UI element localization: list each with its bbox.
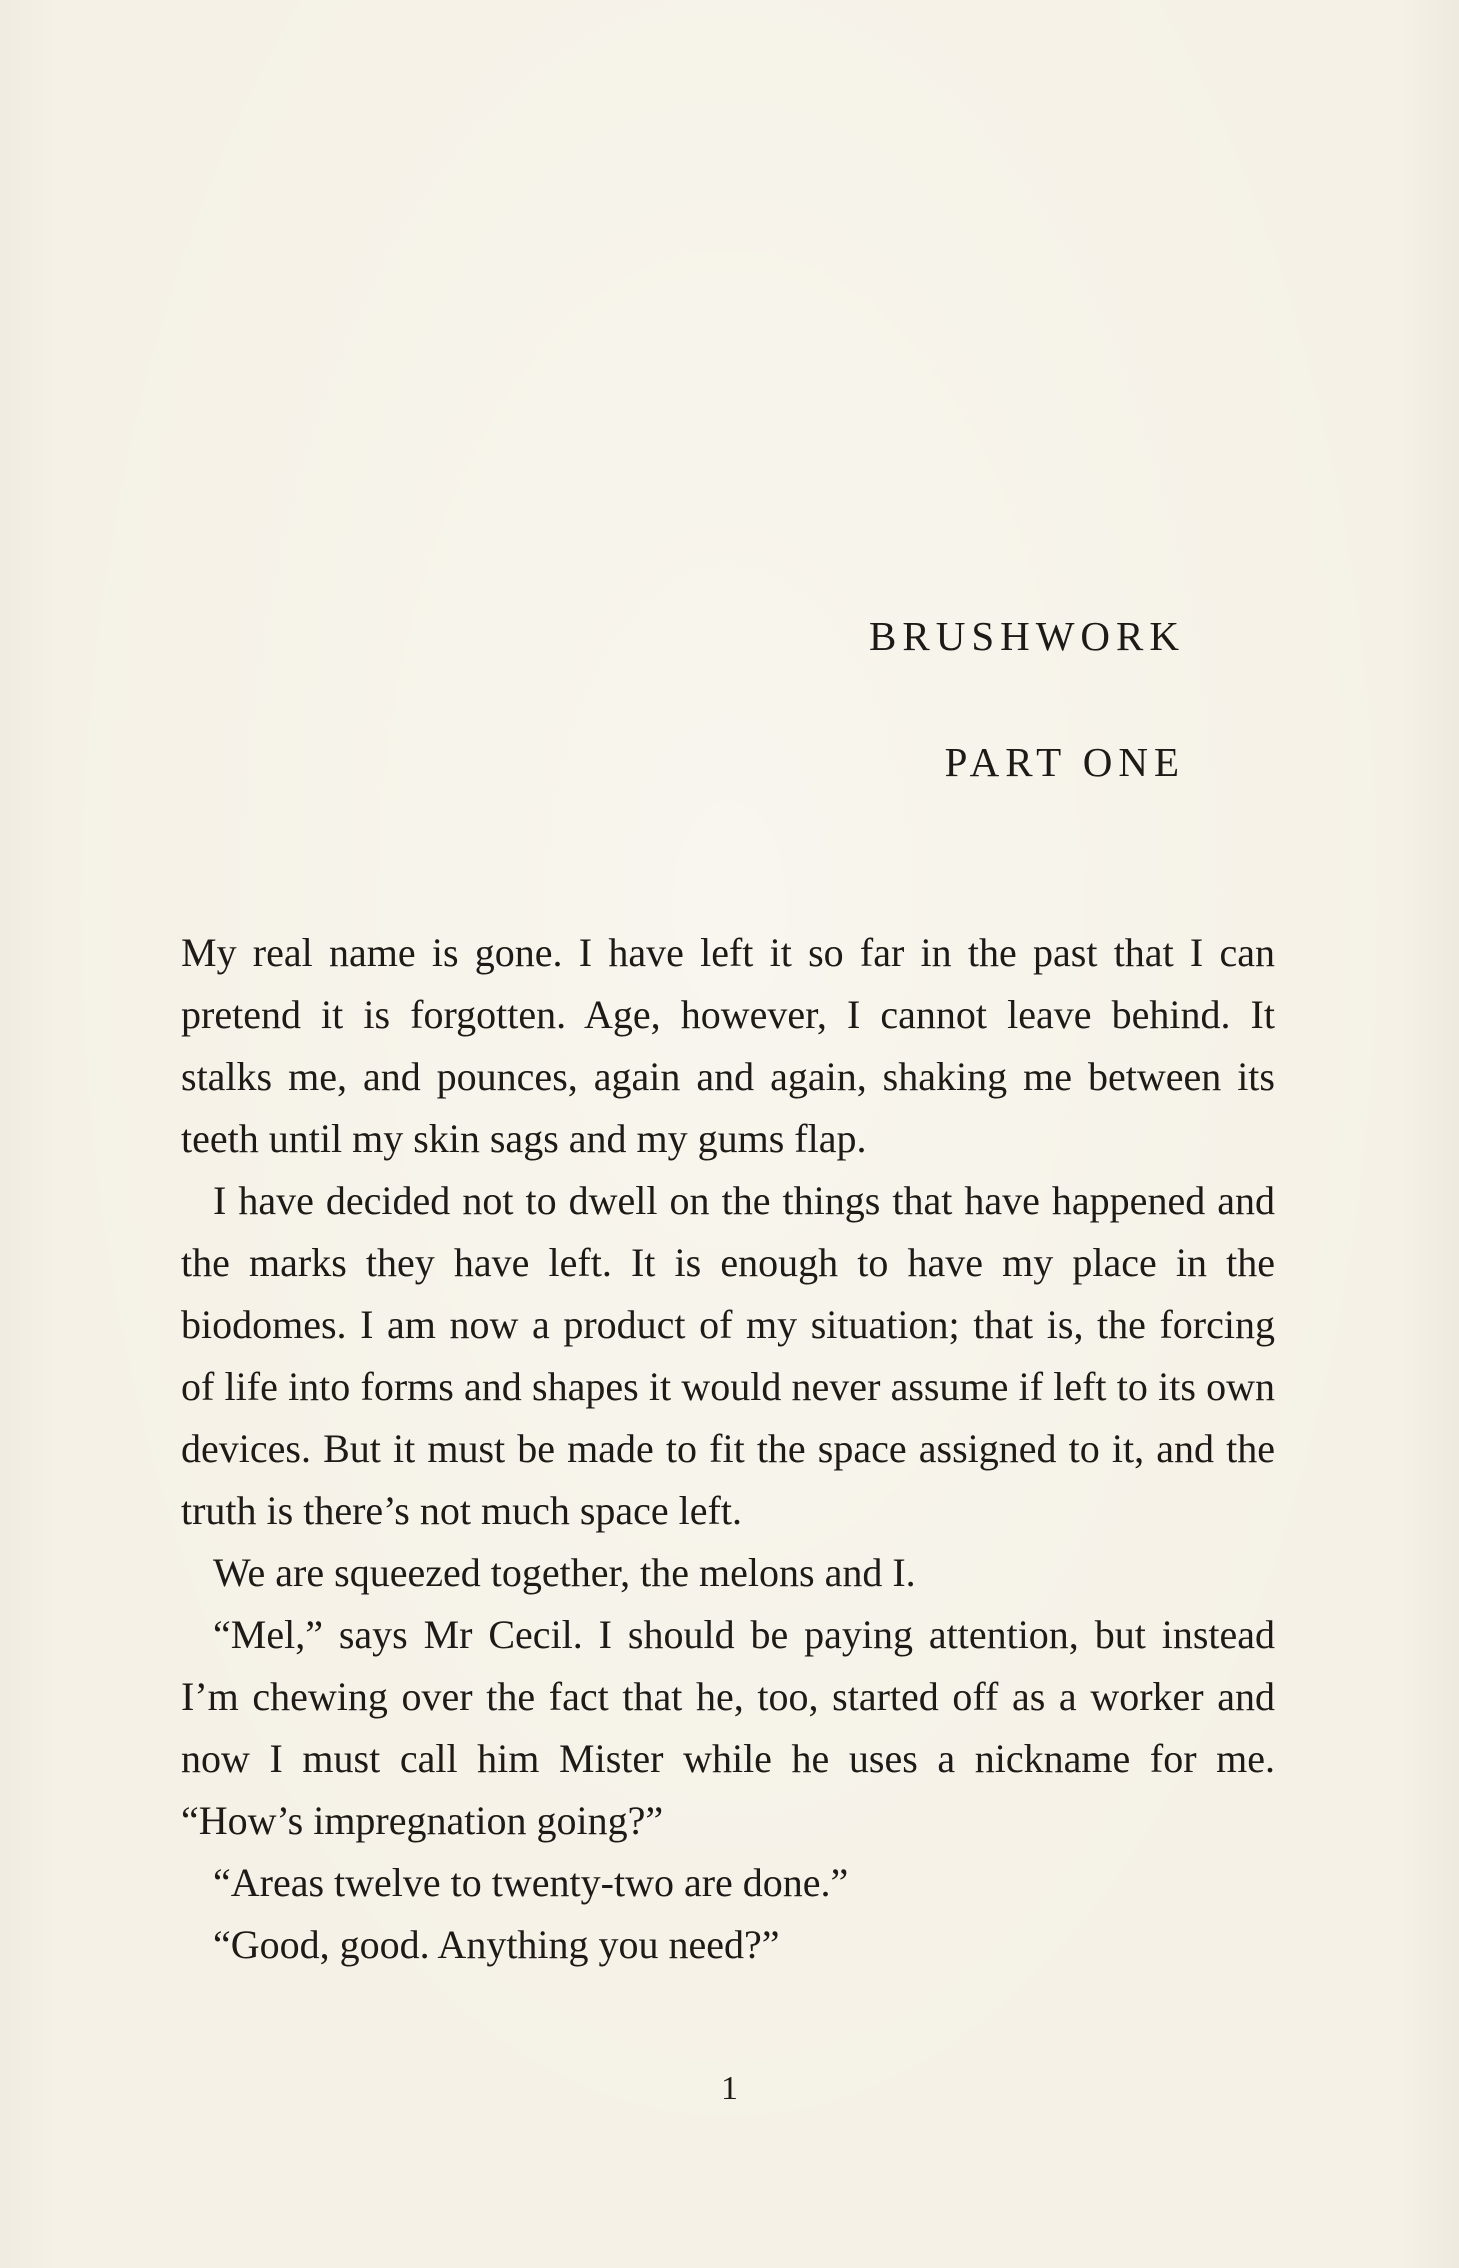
body-text [181,922,1275,1976]
page-number: 1 [721,2070,738,2107]
chapter-title: BRUSHWORK [869,613,1185,659]
part-heading: PART ONE [944,739,1185,785]
paragraph: My real name is gone. I have left it so far in the past that I can pretend it is forgotten. Age, however, I cannot leave behind. It stalks me, and pounces, again and again, shaking me between its teeth until my skin sags and my gums flap. [181,930,1275,1161]
paragraph: “Good, good. Anything you need?” [213,1922,780,1967]
paragraph: “Areas twelve to twenty-two are done.” [213,1860,849,1905]
paragraph: “Mel,” says Mr Cecil. I should be paying attention, but instead I’m chewing over the fact that he, too, started off as a worker and now I must call him Mister while he uses a nickname for me. “How’s impregnation going?” [181,1612,1275,1843]
paragraph: I have decided not to dwell on the things that have happened and the marks they have left. It is enough to have my place in the biodomes. I am now a product of my situation; that is, the forcing of life into forms and shapes it would never assume if left to its own devices. But it must be made to fit the space assigned to it, and the truth is there’s not much space left. [181,1178,1275,1533]
paragraph: We are squeezed together, the melons and I. [213,1550,916,1595]
